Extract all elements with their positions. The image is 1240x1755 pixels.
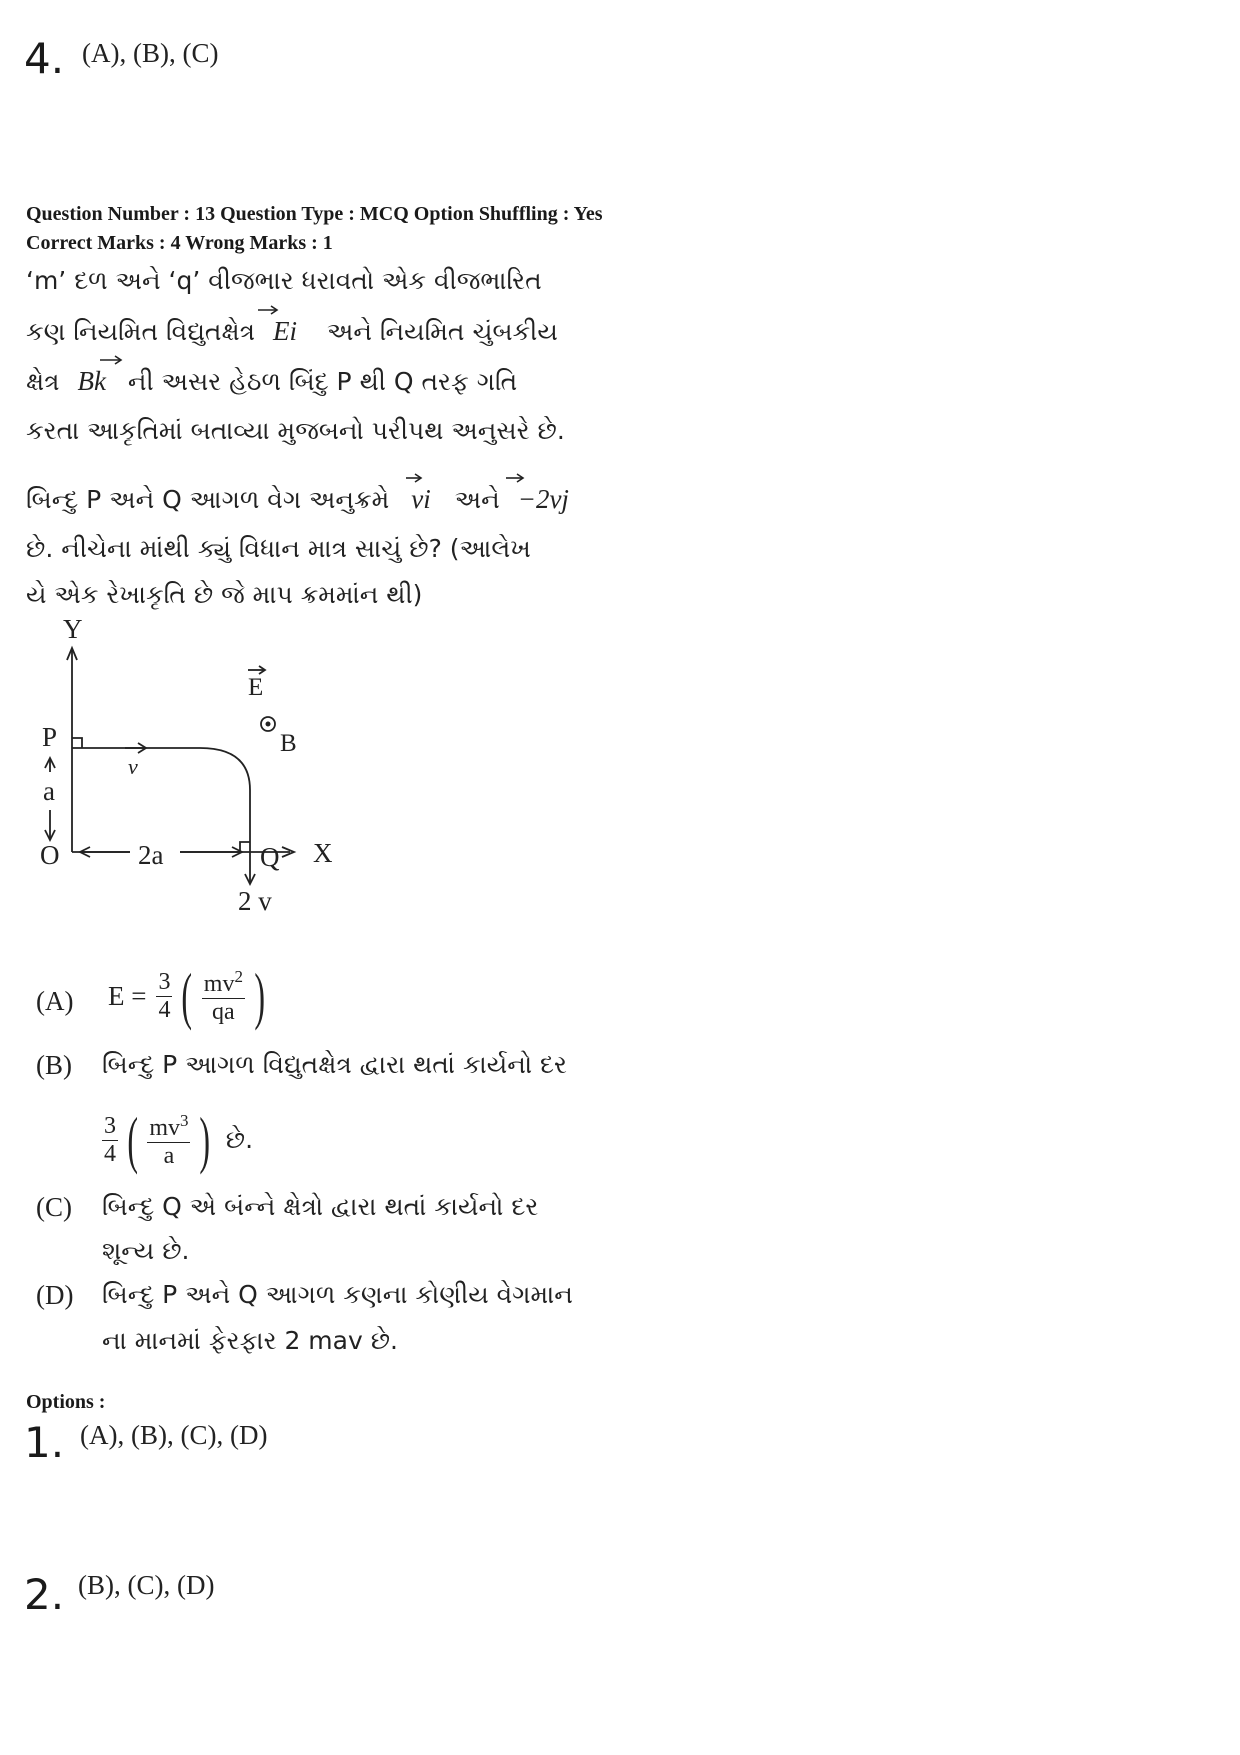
statement-b-line1: બિન્દુ P આગળ વિદ્યુતક્ષેત્ર દ્વારા થતાં કાર્યનો દર [102, 1050, 567, 1079]
question-line-5 [26, 484, 569, 515]
statement-c-line2: શૂન્ય છે. [102, 1236, 190, 1265]
option-text: (A), (B), (C) [82, 38, 219, 68]
statement-c-tag: (C) [36, 1192, 72, 1222]
question-line-7: યે એક રેખાકૃતિ છે જે માપ ક્રમમાંન થી) [26, 580, 423, 609]
statement-b-coefficient [102, 1113, 118, 1168]
statement-a-num-text: mv [203, 970, 235, 997]
statement-b-paren-open: ( [127, 1104, 138, 1175]
options-label: Options : [26, 1391, 106, 1413]
option-2-text[interactable]: (B), (C), (D) [78, 1570, 215, 1600]
statement-b-frac-num [147, 1111, 190, 1143]
statement-a-frac-num [202, 967, 245, 999]
question-line-2a: કણ નિયમિત વિદ્યુતક્ષેત્ર [26, 317, 256, 346]
statement-a-paren-close: ) [254, 960, 265, 1031]
question-line-5a: બિન્દુ P અને Q આગળ વેગ અનુક્રમે [26, 485, 390, 514]
question-line-3b: ની અસર હેઠળ બિંદુ P થી Q તરફ ગતિ [127, 367, 518, 396]
velocity-p: vi [411, 484, 431, 514]
statement-d-line2: ના માનમાં ફેરફાર 2 mav છે. [102, 1326, 398, 1355]
statement-b-num-text: mv [149, 1114, 180, 1141]
magnetic-field-vector: Bk [77, 366, 106, 396]
option-2-number: 2. [24, 1570, 65, 1619]
statement-a-paren-open: ( [181, 960, 193, 1031]
velocity-q: −2vj [517, 484, 569, 514]
statement-a-formula [108, 956, 274, 1036]
statement-b-power: 3 [179, 1110, 189, 1130]
statement-b-tag: (B) [36, 1050, 72, 1080]
diagram-svg [30, 620, 350, 920]
y-axis-label: Y [63, 614, 83, 644]
question-line-5b: અને [454, 485, 500, 514]
origin-label: O [40, 840, 60, 870]
statement-b-coef-num: 3 [104, 1112, 116, 1139]
statement-a-coef-num: 3 [158, 968, 171, 995]
velocity-2v-label: 2 v [238, 886, 272, 916]
question-meta-line2: Correct Marks : 4 Wrong Marks : 1 [26, 232, 333, 254]
velocity-v-label: v [128, 754, 138, 779]
point-p-label: P [42, 722, 58, 752]
question-line-3a: ક્ષેત્ર [26, 367, 60, 396]
question-line-1: ‘m’ દળ અને ‘q’ વીજભાર ધરાવતો એક વીજભારિત [26, 266, 542, 295]
statement-a-frac-den: qa [212, 998, 235, 1025]
statement-d-line1: બિન્દુ P અને Q આગળ કણના કોણીય વેગમાન [102, 1280, 573, 1309]
statement-a-tag: (A) [36, 986, 74, 1016]
question-line-6: છે. નીચેના માંથી ક્યું વિધાન માત્ર સાચું છે? (આલેખ [26, 534, 531, 563]
electric-field-vector: Ei [272, 316, 297, 346]
question-meta-line1: Question Number : 13 Question Type : MCQ Option Shuffling : Yes [26, 203, 603, 225]
option-number: 4. [24, 34, 65, 83]
field-b-label: B [280, 730, 297, 757]
distance-a-label: a [43, 776, 55, 806]
point-q-label: Q [260, 842, 280, 872]
distance-2a-label: 2a [138, 840, 164, 870]
statement-a-lhs: E = [108, 980, 147, 1011]
option-1-text[interactable]: (A), (B), (C), (D) [80, 1420, 268, 1450]
x-axis-label: X [313, 838, 333, 868]
statement-b-tail: છે. [225, 1125, 254, 1154]
question-line-4: કરતા આકૃતિમાં બતાવ્યા મુજબનો પરીપથ અનુસરે છે. [26, 416, 565, 445]
option-1-number: 1. [24, 1418, 65, 1467]
question-line-2b: અને નિયમિત ચુંબકીય [326, 317, 558, 346]
statement-b-coef-den: 4 [104, 1140, 116, 1167]
statement-a-coef-den: 4 [158, 996, 171, 1023]
statement-b-formula [102, 1100, 253, 1180]
statement-a-power: 2 [234, 966, 243, 986]
field-e-label: E [248, 674, 264, 701]
statement-b-frac-den: a [163, 1142, 175, 1169]
statement-b-fraction [147, 1111, 190, 1170]
statement-d-tag: (D) [36, 1280, 74, 1310]
statement-b-paren-close: ) [199, 1104, 211, 1175]
statement-c-line1: બિન્દુ Q એ બંન્ને ક્ષેત્રો દ્વારા થતાં કાર્યનો દર [102, 1192, 539, 1221]
trajectory-diagram [30, 614, 350, 920]
statement-a-fraction [202, 967, 245, 1026]
statement-a-coefficient [156, 969, 172, 1024]
